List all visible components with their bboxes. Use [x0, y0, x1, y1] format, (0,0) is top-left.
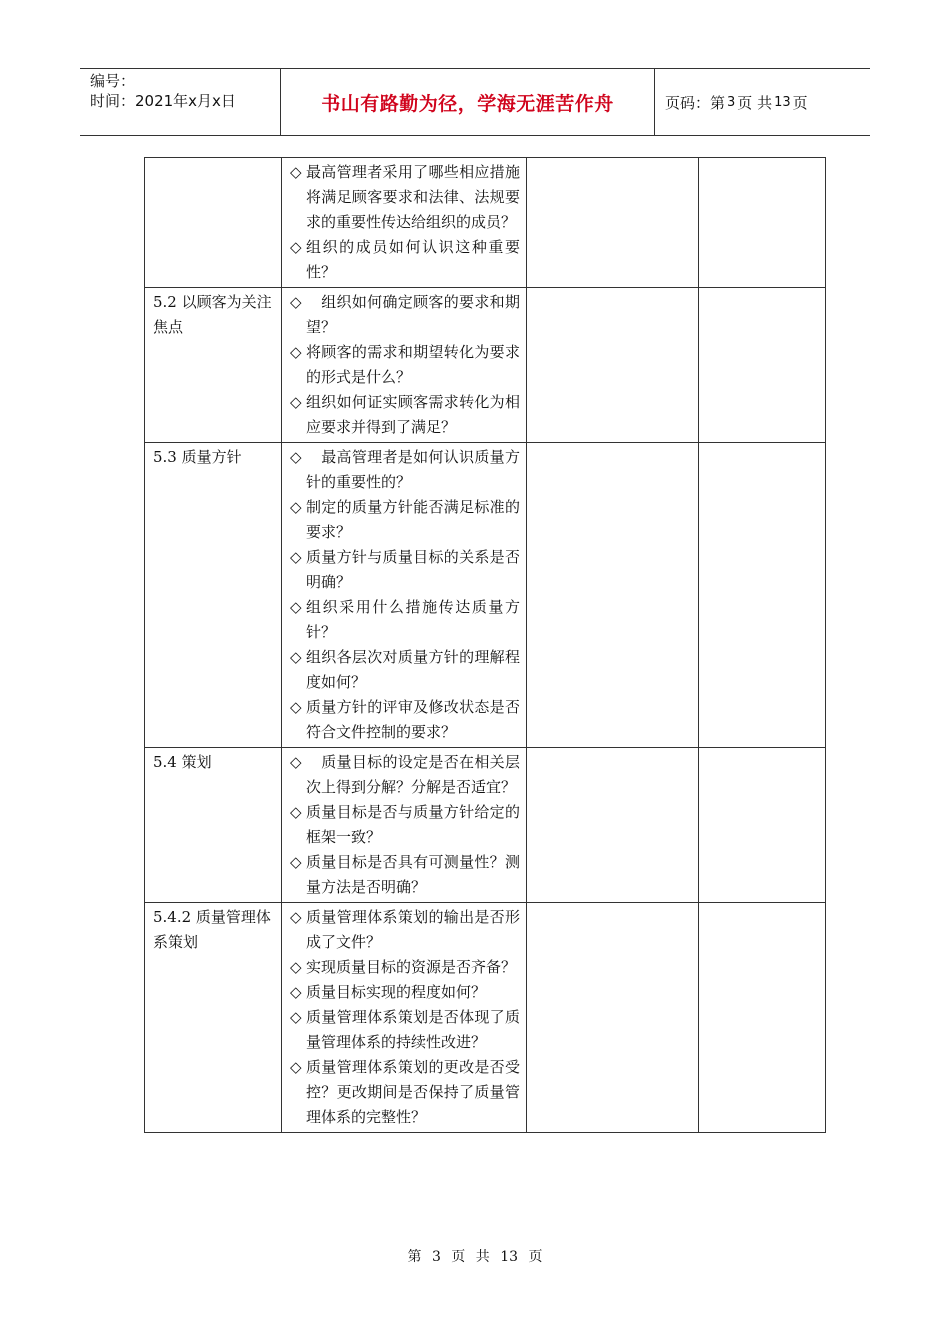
clause-cell: 5.4 策划 [145, 748, 282, 903]
diamond-bullet-icon: ◇ [290, 753, 302, 771]
page-suffix: 页 [792, 93, 808, 112]
question-text: 最高管理者采用了哪些相应措施将满足顾客要求和法律、法规要求的重要性传达给组织的成员？ [306, 163, 520, 231]
question-item [290, 750, 520, 800]
diamond-bullet-icon: ◇ [290, 448, 302, 466]
question-text: 组织各层次对质量方针的理解程度如何？ [306, 648, 520, 691]
table-row [145, 903, 826, 1133]
diamond-bullet-icon: ◇ [290, 1058, 302, 1076]
question-text: 质量管理体系策划的更改是否受控？更改期间是否保持了质量管理体系的完整性？ [306, 1058, 520, 1126]
remark-cell [699, 748, 826, 903]
question-text: 质量目标的设定是否在相关层次上得到分解？分解是否适宜？ [306, 753, 520, 796]
question-item [290, 390, 520, 440]
question-item [290, 445, 520, 495]
diamond-bullet-icon: ◇ [290, 983, 302, 1001]
question-text: 质量管理体系策划的输出是否形成了文件？ [306, 908, 520, 951]
question-item [290, 235, 520, 285]
question-text: 质量目标是否具有可测量性？测量方法是否明确？ [306, 853, 520, 896]
remark-cell [699, 158, 826, 288]
question-item [290, 905, 520, 955]
audit-record-cell [527, 288, 699, 443]
question-item [290, 850, 520, 900]
question-text: 质量目标实现的程度如何？ [306, 983, 487, 1001]
clause-cell: 5.4.2 质量管理体系策划 [145, 903, 282, 1133]
table-row [145, 748, 826, 903]
question-item [290, 695, 520, 745]
diamond-bullet-icon: ◇ [290, 163, 302, 181]
diamond-bullet-icon: ◇ [290, 343, 302, 361]
table-row [145, 288, 826, 443]
question-item [290, 545, 520, 595]
page-mid: 页 共 [737, 93, 773, 112]
header-page-info [655, 69, 870, 135]
questions-cell [282, 158, 527, 288]
question-text: 组织的成员如何认识这种重要性？ [306, 238, 520, 281]
header-info [80, 69, 281, 135]
question-text: 最高管理者是如何认识质量方针的重要性的？ [306, 448, 520, 491]
question-text: 制定的质量方针能否满足标准的要求？ [306, 498, 520, 541]
diamond-bullet-icon: ◇ [290, 1008, 302, 1026]
question-item [290, 645, 520, 695]
document-time: 时间：2021年x月x日 [90, 92, 236, 110]
clause-cell [145, 158, 282, 288]
diamond-bullet-icon: ◇ [290, 698, 302, 716]
page-prefix: 页码：第 [665, 93, 726, 112]
diamond-bullet-icon: ◇ [290, 548, 302, 566]
question-text: 质量方针与质量目标的关系是否明确？ [306, 548, 520, 591]
question-item [290, 800, 520, 850]
header-motto: 书山有路勤为径，学海无涯苦作舟 [281, 69, 655, 135]
diamond-bullet-icon: ◇ [290, 853, 302, 871]
page-footer: 第 3 页 共 13 页 [407, 1249, 543, 1265]
questions-cell [282, 288, 527, 443]
question-text: 质量目标是否与质量方针给定的框架一致？ [306, 803, 520, 846]
question-text: 组织如何确定顾客的要求和期望？ [306, 293, 520, 336]
audit-record-cell [527, 748, 699, 903]
clause-cell: 5.3 质量方针 [145, 443, 282, 748]
audit-record-cell [527, 903, 699, 1133]
diamond-bullet-icon: ◇ [290, 803, 302, 821]
table-row [145, 443, 826, 748]
questions-cell [282, 748, 527, 903]
question-text: 组织如何证实顾客需求转化为相应要求并得到了满足？ [306, 393, 520, 436]
diamond-bullet-icon: ◇ [290, 958, 302, 976]
remark-cell [699, 903, 826, 1133]
question-item [290, 955, 520, 980]
diamond-bullet-icon: ◇ [290, 598, 302, 616]
page-header [80, 68, 870, 136]
question-item [290, 1055, 520, 1130]
diamond-bullet-icon: ◇ [290, 293, 302, 311]
question-item [290, 340, 520, 390]
question-text: 质量管理体系策划是否体现了质量管理体系的持续性改进？ [306, 1008, 520, 1051]
question-item [290, 1005, 520, 1055]
diamond-bullet-icon: ◇ [290, 238, 302, 256]
question-text: 将顾客的需求和期望转化为要求的形式是什么？ [306, 343, 520, 386]
diamond-bullet-icon: ◇ [290, 393, 302, 411]
page-current: 3 [727, 94, 736, 110]
document-number-label: 编号： [90, 72, 136, 90]
question-item [290, 595, 520, 645]
table-row [145, 158, 826, 288]
question-text: 实现质量目标的资源是否齐备？ [306, 958, 517, 976]
questions-cell [282, 443, 527, 748]
remark-cell [699, 288, 826, 443]
question-item [290, 290, 520, 340]
audit-record-cell [527, 158, 699, 288]
diamond-bullet-icon: ◇ [290, 908, 302, 926]
question-text: 质量方针的评审及修改状态是否符合文件控制的要求？ [306, 698, 520, 741]
diamond-bullet-icon: ◇ [290, 498, 302, 516]
clause-cell: 5.2 以顾客为关注焦点 [145, 288, 282, 443]
questions-cell [282, 903, 527, 1133]
diamond-bullet-icon: ◇ [290, 648, 302, 666]
question-item [290, 160, 520, 235]
page-total: 13 [774, 94, 791, 110]
question-text: 组织采用什么措施传达质量方针？ [306, 598, 520, 641]
audit-record-cell [527, 443, 699, 748]
question-item [290, 980, 520, 1005]
remark-cell [699, 443, 826, 748]
question-item [290, 495, 520, 545]
audit-checklist-table [144, 157, 826, 1133]
